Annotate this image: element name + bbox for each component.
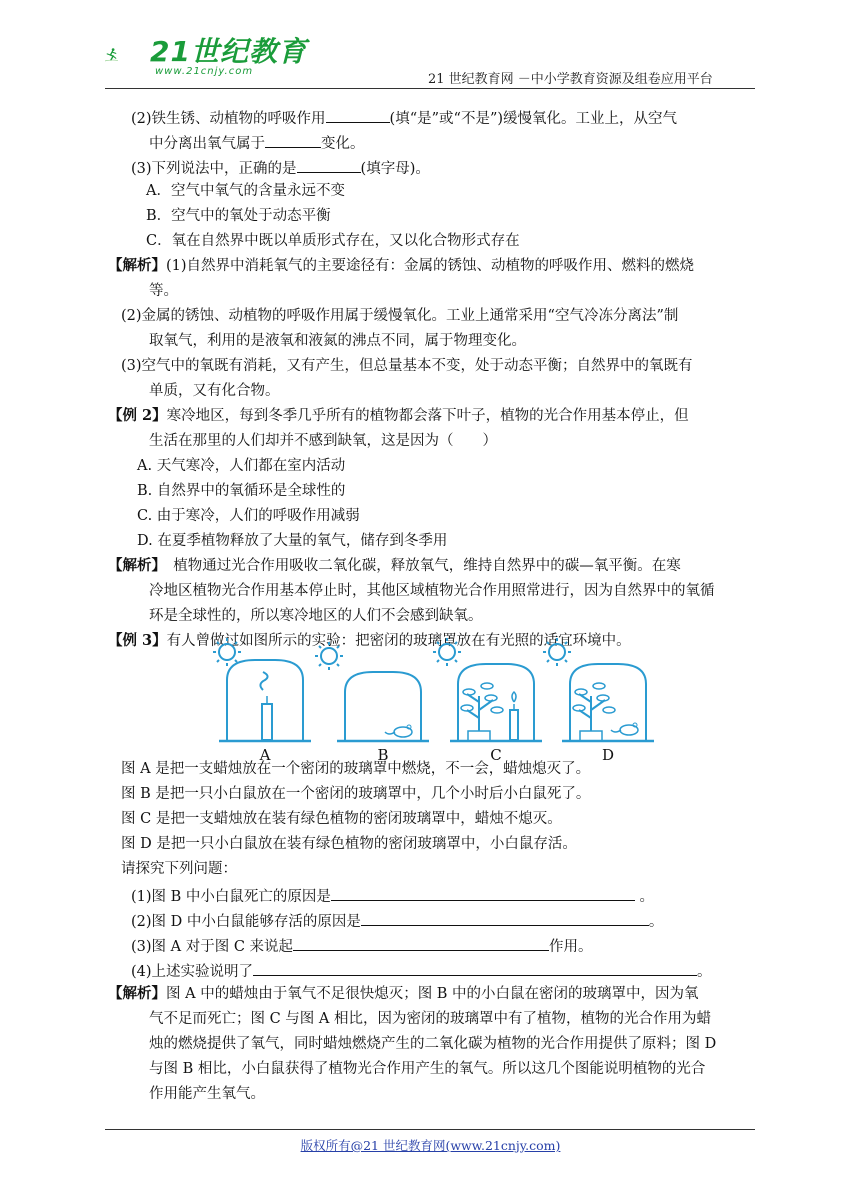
explore-question-3: (3)图 A 对于图 C 来说起 作用。 xyxy=(131,934,593,957)
option-b: B．空气中的氧处于动态平衡 xyxy=(146,208,331,224)
figure-a-description: 图 A 是把一支蜡烛放在一个密闭的玻璃罩中燃烧，不一会，蜡烛熄灭了。 xyxy=(121,761,591,777)
analysis-1-line-5: (3)空气中的氧既有消耗，又有产生，但总量基本不变，处于动态平衡；自然界中的氧既有 xyxy=(121,358,693,374)
explore-question-4: (4)上述实验说明了 。 xyxy=(131,959,712,982)
analysis-3-line-2: 气不足而死亡；图 C 与图 A 相比，因为密闭的玻璃罩中有了植物，植物的光合作用为蜡 xyxy=(149,1011,711,1027)
answer-blank[interactable] xyxy=(253,959,697,976)
example-label: 【例 3】 xyxy=(108,632,167,649)
example-2-option-b: B. 自然界中的氧循环是全球性的 xyxy=(137,483,346,499)
figure-b-description: 图 B 是把一只小白鼠放在一个密闭的玻璃罩中，几个小时后小白鼠死了。 xyxy=(121,786,591,802)
copyright-link[interactable]: 版权所有@21 世纪教育网(www.21cnjy.com) xyxy=(300,1138,561,1153)
experiment-figure xyxy=(205,638,655,766)
option-a: A．空气中氧气的含量永远不变 xyxy=(146,183,345,199)
figure-label-a: A xyxy=(259,746,271,764)
analysis-3-line-1: 【解析】图 A 中的蜡烛由于氧气不足很快熄灭；图 B 中的小白鼠在密闭的玻璃罩中，因为氧 xyxy=(108,985,699,1002)
sun-icon xyxy=(213,638,241,666)
logo-url: www.21cnjy.com xyxy=(155,66,254,77)
sun-icon xyxy=(315,642,343,670)
figure-label-d: D xyxy=(601,746,615,764)
analysis-3-line-4: 与图 B 相比，小白鼠获得了植物光合作用产生的氧气。所以这几个图能说明植物的光合 xyxy=(149,1061,706,1077)
example-2-option-c: C. 由于寒冷，人们的呼吸作用减弱 xyxy=(137,508,360,524)
footer-divider xyxy=(105,1129,755,1130)
analysis-label: 【解析】 xyxy=(108,985,166,1002)
analysis-1-line-1: 【解析】(1)自然界中消耗氧气的主要途径有：金属的锈蚀、动植物的呼吸作用、燃料的燃烧 xyxy=(108,257,695,274)
example-2-option-a: A. 天气寒冷，人们都在室内活动 xyxy=(137,458,346,474)
header-platform-text: 21 世纪教育网 －中小学教育资源及组卷应用平台 xyxy=(428,72,713,87)
header-divider xyxy=(105,88,755,89)
sun-icon xyxy=(433,638,461,666)
analysis-1-line-3: (2)金属的锈蚀、动植物的呼吸作用属于缓慢氧化。工业上通常采用“空气冷冻分离法”制 xyxy=(121,308,679,324)
question-2-line-1: (2)铁生锈、动植物的呼吸作用 (填“是”或“不是”)缓慢氧化。工业上，从空气 xyxy=(131,106,677,129)
answer-blank[interactable] xyxy=(265,131,321,148)
footer xyxy=(0,1136,861,1154)
analysis-3-line-5: 作用能产生氧气。 xyxy=(149,1086,265,1102)
figure-label-c: C xyxy=(490,746,502,764)
analysis-2-line-2: 冷地区植物光合作用基本停止时，其他区域植物光合作用照常进行，因为自然界中的氧循 xyxy=(149,583,715,599)
question-2-line-2: 中分离出氧气属于 变化。 xyxy=(149,131,365,154)
analysis-label: 【解析】 xyxy=(108,257,166,274)
example-2-line-1: 【例 2】寒冷地区，每到冬季几乎所有的植物都会落下叶子，植物的光合作用基本停止，但 xyxy=(108,407,689,424)
answer-blank[interactable] xyxy=(361,909,649,926)
bell-jar-a xyxy=(219,660,311,741)
runner-logo-icon xyxy=(105,28,155,82)
example-3-line-1: 【例 3】有人曾做过如图所示的实验：把密闭的玻璃罩放在有光照的适宜环境中。 xyxy=(108,632,631,649)
analysis-2-line-3: 环是全球性的，所以寒冷地区的人们不会感到缺氧。 xyxy=(149,608,483,624)
example-2-option-d: D. 在夏季植物释放了大量的氧气，储存到冬季用 xyxy=(137,533,448,549)
analysis-label: 【解析】 xyxy=(108,557,159,574)
option-c: C．氧在自然界中既以单质形式存在，又以化合物形式存在 xyxy=(146,233,520,249)
explore-prompt: 请探究下列问题： xyxy=(121,861,237,877)
answer-blank[interactable] xyxy=(331,884,635,901)
analysis-1-line-6: 单质，又有化合物。 xyxy=(149,383,280,399)
explore-question-2: (2)图 D 中小白鼠能够存活的原因是 。 xyxy=(131,909,663,932)
analysis-3-line-3: 烛的燃烧提供了氧气，同时蜡烛燃烧产生的二氧化碳为植物的光合作用提供了原料；图 D xyxy=(149,1036,717,1052)
figure-d-description: 图 D 是把一只小白鼠放在装有绿色植物的密闭玻璃罩中，小白鼠存活。 xyxy=(121,836,577,852)
figure-c-description: 图 C 是把一支蜡烛放在装有绿色植物的密闭玻璃罩中，蜡烛不熄灭。 xyxy=(121,811,562,827)
analysis-2-line-1: 【解析】 植物通过光合作用吸收二氧化碳，释放氧气，维持自然界中的碳—氧平衡。在寒 xyxy=(108,557,681,574)
example-2-line-2: 生活在那里的人们却并不感到缺氧，这是因为（ ） xyxy=(149,433,497,449)
logo-title: 21世纪教育 xyxy=(150,35,307,68)
explore-question-1: (1)图 B 中小白鼠死亡的原因是 。 xyxy=(131,884,654,907)
analysis-1-line-4: 取氧气，利用的是液氧和液氮的沸点不同，属于物理变化。 xyxy=(149,333,526,349)
question-3-line: (3)下列说法中，正确的是 (填字母)。 xyxy=(131,156,430,179)
analysis-1-line-2: 等。 xyxy=(149,283,178,299)
answer-blank[interactable] xyxy=(293,934,549,951)
bell-jar-d xyxy=(562,664,654,741)
figure-label-b: B xyxy=(377,746,389,764)
sun-icon xyxy=(543,638,571,666)
answer-blank[interactable] xyxy=(297,156,361,173)
bell-jar-b xyxy=(337,672,429,741)
example-label: 【例 2】 xyxy=(108,407,167,424)
answer-blank[interactable] xyxy=(326,106,390,123)
bell-jar-c xyxy=(450,664,542,741)
